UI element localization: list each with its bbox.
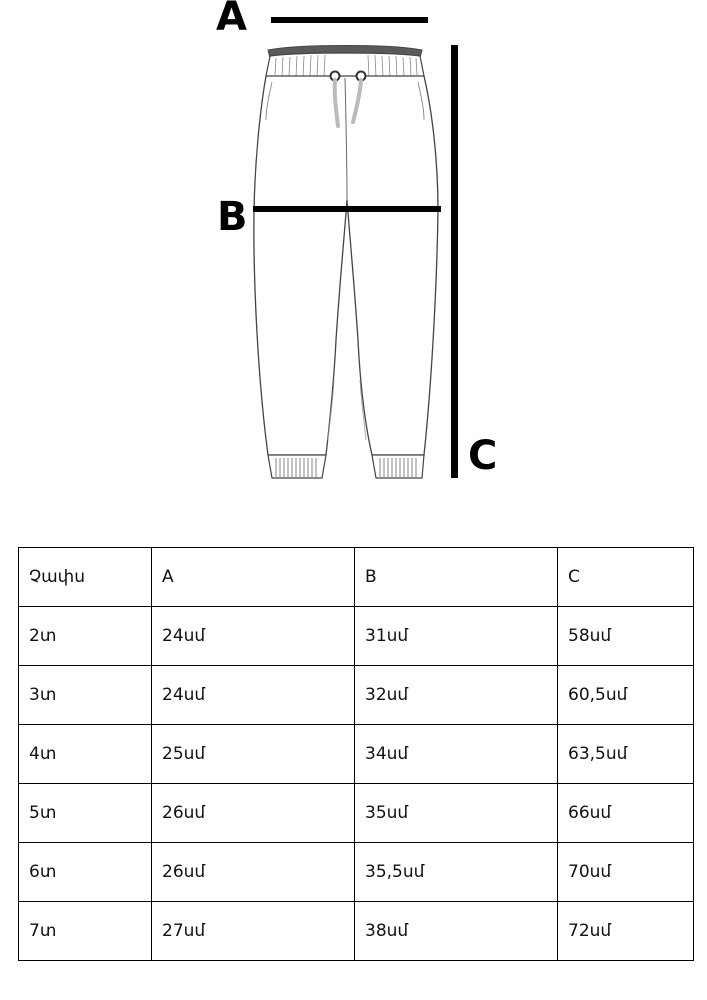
table-row	[19, 607, 694, 666]
cell-a: 24սմ	[152, 607, 355, 666]
table-row	[19, 843, 694, 902]
cell-c: 72սմ	[558, 902, 694, 961]
cell-b: 35սմ	[355, 784, 558, 843]
table-row	[19, 666, 694, 725]
left-cuff	[268, 455, 326, 478]
cell-c: 60,5սմ	[558, 666, 694, 725]
cell-size: 4տ	[19, 725, 152, 784]
cell-c: 58սմ	[558, 607, 694, 666]
header-b: B	[355, 548, 558, 607]
table-row	[19, 902, 694, 961]
cell-c: 70սմ	[558, 843, 694, 902]
label-b: B	[217, 194, 248, 240]
header-size: Չափս	[19, 548, 152, 607]
cell-a: 24սմ	[152, 666, 355, 725]
cell-a: 26սմ	[152, 843, 355, 902]
table-row	[19, 725, 694, 784]
cell-a: 26սմ	[152, 784, 355, 843]
cell-c: 66սմ	[558, 784, 694, 843]
measure-line-c	[451, 45, 458, 478]
cell-b: 38սմ	[355, 902, 558, 961]
cell-b: 32սմ	[355, 666, 558, 725]
table-header-row	[19, 548, 694, 607]
header-c: C	[558, 548, 694, 607]
measure-line-b	[253, 206, 441, 212]
measure-line-a	[271, 17, 428, 23]
cell-b: 35,5սմ	[355, 843, 558, 902]
cell-size: 7տ	[19, 902, 152, 961]
cell-b: 31սմ	[355, 607, 558, 666]
table-row	[19, 784, 694, 843]
header-a: A	[152, 548, 355, 607]
size-chart-table	[18, 547, 694, 961]
cell-size: 5տ	[19, 784, 152, 843]
cell-size: 3տ	[19, 666, 152, 725]
label-a: A	[216, 0, 247, 40]
label-c: C	[468, 433, 498, 479]
cell-c: 63,5սմ	[558, 725, 694, 784]
cell-a: 25սմ	[152, 725, 355, 784]
cell-size: 2տ	[19, 607, 152, 666]
cell-a: 27սմ	[152, 902, 355, 961]
cell-size: 6տ	[19, 843, 152, 902]
cell-b: 34սմ	[355, 725, 558, 784]
